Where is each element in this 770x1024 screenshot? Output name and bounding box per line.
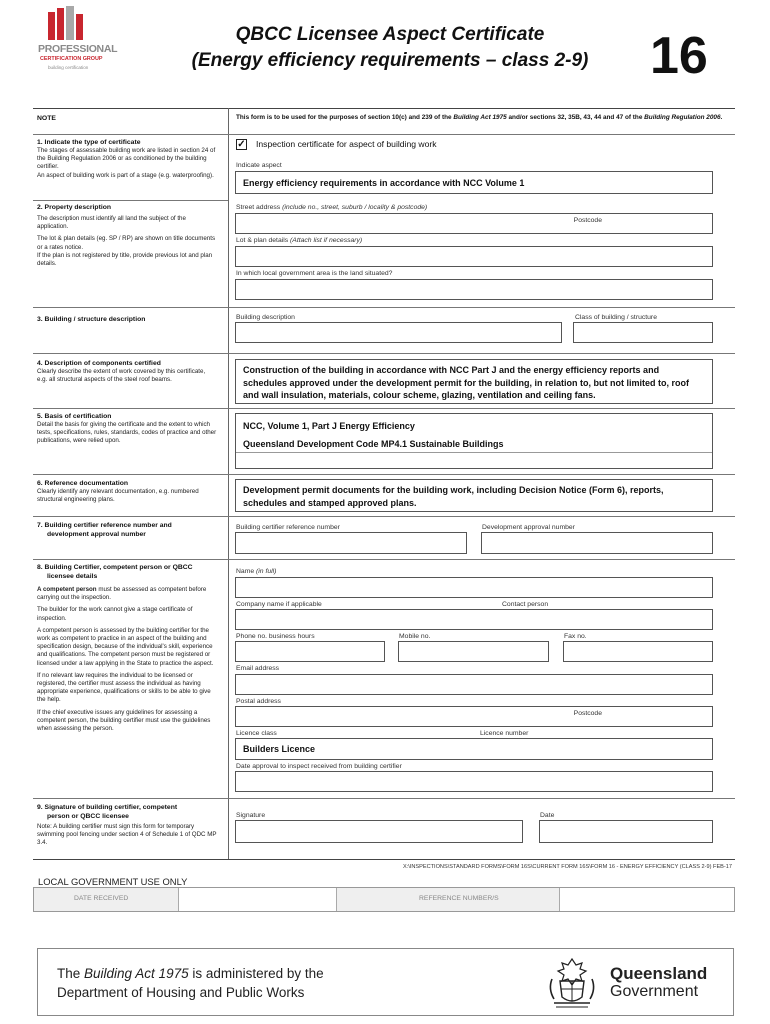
section-1-p1: The stages of assessable building work are listed in section 24 of the Building Regulation 2006 or as conditioned by the building certifier. <box>37 147 216 171</box>
footer-line1-post: is administered by the <box>188 966 324 981</box>
basis-value-2: Queensland Development Code MP4.1 Sustainable Buildings <box>243 439 504 449</box>
footer-line-1 <box>57 964 324 983</box>
certifier-ref-field[interactable] <box>235 532 467 554</box>
gov-line-1: Queensland <box>610 964 708 983</box>
section-8-p1 <box>37 586 217 602</box>
indicate-aspect-label: Indicate aspect <box>236 162 282 169</box>
inspection-checkbox-label: Inspection certificate for aspect of building work <box>256 139 437 149</box>
queensland-government-logo <box>610 965 707 1001</box>
licence-field[interactable] <box>235 738 713 760</box>
aspect-field[interactable] <box>235 171 713 194</box>
section-8-p5: If the chief executive issues any guidelines for assessing a competent person, the building certifier must use the guidelines when assessing the person. <box>37 708 211 733</box>
signature-label: Signature <box>236 812 266 819</box>
section-9-title-1: 9. Signature of building certifier, competent <box>37 804 178 811</box>
section-4-p1: Clearly describe the extent of work covered by this certificate, e.g. all structural aspects of the steel roof beams. <box>37 368 206 384</box>
name-label-text: Name <box>236 568 255 575</box>
section-7-title-2: development approval number <box>47 531 146 538</box>
footer-line1-pre: The <box>57 966 85 981</box>
logo-bar <box>66 6 74 40</box>
section-7-title-1: 7. Building certifier reference number and <box>37 522 172 529</box>
reference-numbers-field[interactable] <box>559 888 734 911</box>
section-4-title: 4. Description of components certified <box>37 360 161 367</box>
note-text-end: . <box>720 114 723 121</box>
footer-act: Building Act 1975 <box>84 966 189 981</box>
section-9-help <box>37 803 217 848</box>
date-label: Date <box>540 812 555 819</box>
column-divider <box>228 108 229 859</box>
name-field[interactable] <box>235 577 713 598</box>
row-divider <box>33 474 735 475</box>
section-2-help <box>37 203 217 268</box>
row-divider <box>33 408 735 409</box>
section-5-help <box>37 412 217 446</box>
company-contact-field[interactable] <box>235 609 713 630</box>
queensland-crest-icon <box>546 955 598 1011</box>
inspection-checkbox[interactable] <box>236 139 247 150</box>
section-8-p3: A competent person is assessed by the building certifier for the work as competent to practice in an aspect of the building and specification design, because of the individual's skill, experience and qualifications. The competent person must be registered or licensed under a law applying in the State to practice the aspect. <box>37 626 214 667</box>
email-field[interactable] <box>235 674 713 695</box>
row-divider <box>33 307 735 308</box>
phone-field[interactable] <box>235 641 385 662</box>
development-approval-label: Development approval number <box>482 524 575 531</box>
row-divider <box>33 353 735 354</box>
section-8-title-1: 8. Building Certifier, competent person or QBCC <box>37 564 193 571</box>
logo-name: PROFESSIONAL <box>38 43 118 55</box>
name-label <box>236 568 276 575</box>
page-title <box>150 22 630 74</box>
logo-bar <box>76 14 83 40</box>
local-gov-table <box>33 887 735 912</box>
building-class-field[interactable] <box>573 322 713 343</box>
mobile-field[interactable] <box>398 641 549 662</box>
row-divider <box>33 559 735 560</box>
building-description-field[interactable] <box>235 322 562 343</box>
section-9-p1: Note: A building certifier must sign this form for temporary swimming pool fencing under section 4 of Schedule 1 of QDC MP 3.4. <box>37 823 217 847</box>
section-8-title-2: licensee details <box>47 573 98 580</box>
section-6-title: 6. Reference documentation <box>37 480 129 487</box>
lga-label: In which local government area is the land situated? <box>236 270 393 277</box>
postcode-label: Postcode <box>573 217 602 224</box>
date-approval-field[interactable] <box>235 771 713 792</box>
logo-building-icon <box>48 12 55 40</box>
licence-number-label: Licence number <box>480 730 529 737</box>
logo-subname: CERTIFICATION GROUP <box>40 56 103 62</box>
section-2-title: 2. Property description <box>37 204 112 211</box>
licence-class-label: Licence class <box>236 730 277 737</box>
street-address-field[interactable] <box>235 213 713 234</box>
section-8-p4: If no relevant law requires the individual to be licensed or registered, the certifier must assess the individual as having appropriate experience, qualifications or skills to be able to give the help. <box>37 671 211 704</box>
note-text-mid: and/or sections 32, 35B, 43, 44 and 47 of the <box>506 114 645 121</box>
section-2-p2: The lot & plan details (eg. SP / RP) are shown on title documents or a rates notice. <box>37 235 216 251</box>
section-8-p2: The builder for the work cannot give a stage certificate of inspection. <box>37 606 193 622</box>
lot-hint: (Attach list if necessary) <box>290 237 363 244</box>
company-name-label: Company name if applicable <box>236 601 322 608</box>
row-divider <box>33 200 228 201</box>
file-path: X:\INSPECTIONS\STANDARD FORMS\FORM 16S\CURRENT FORM 16S\FORM 16 - ENERGY EFFICIENCY (CLASS 2-9) FEB-17 <box>402 864 732 870</box>
footer-line-2: Department of Housing and Public Works <box>57 985 305 1000</box>
name-hint: (in full) <box>256 568 277 575</box>
building-description-label: Building description <box>236 314 295 321</box>
basis-of-certification-field[interactable] <box>235 413 713 469</box>
section-5-p1: Detail the basis for giving the certificate and the extent to which tests, specifications, rules, standards, codes of practice and other publications, were relied upon. <box>37 421 217 445</box>
components-certified-value: Construction of the building in accordance with NCC Part J and the energy efficiency reports and schedules approved under the development permit for the building, in relation to, but not limited to, roof and wall insulation, materials, colour scheme, glazing, ventilation and ceiling fans. <box>243 365 690 400</box>
section-2-p3: If the plan is not registered by title, provide previous lot and plan details. <box>37 251 213 268</box>
local-gov-heading: LOCAL GOVERNMENT USE ONLY <box>38 876 188 887</box>
title-line-1: QBCC Licensee Aspect Certificate <box>235 24 545 45</box>
footer-administered-text <box>57 964 324 1002</box>
fax-label: Fax no. <box>564 633 587 640</box>
fax-field[interactable] <box>563 641 713 662</box>
section-1-help <box>37 138 217 180</box>
street-label-text: Street address <box>236 204 281 211</box>
components-certified-field[interactable] <box>235 359 713 404</box>
footer-box <box>37 948 734 1016</box>
note-text <box>236 113 726 122</box>
postal-postcode-label: Postcode <box>573 710 602 717</box>
reference-numbers-label: REFERENCE NUMBER/S <box>419 895 499 902</box>
building-class-label: Class of building / structure <box>575 314 657 321</box>
section-2-p1: The description must identify all land the subject of the application. <box>37 215 186 231</box>
lot-label-text: Lot & plan details <box>236 237 289 244</box>
mobile-label: Mobile no. <box>399 633 431 640</box>
basis-field-rule <box>236 452 712 453</box>
section-5-title: 5. Basis of certification <box>37 413 112 420</box>
section-6-p1: Clearly identify any relevant documentation, e.g. numbered structural engineering plans. <box>37 488 199 504</box>
section-8-help <box>37 563 217 733</box>
row-divider <box>33 134 735 135</box>
section-9-title-2: person or QBCC licensee <box>47 813 129 820</box>
development-approval-field[interactable] <box>481 532 713 554</box>
email-label: Email address <box>236 665 280 672</box>
phone-label: Phone no. business hours <box>236 633 315 640</box>
competent-person-bold: A competent person <box>37 586 97 593</box>
lot-plan-label <box>236 237 362 244</box>
certifier-ref-label: Building certifier reference number <box>236 524 340 531</box>
section-6-help <box>37 479 217 504</box>
date-received-field[interactable] <box>179 888 337 911</box>
section-3-title: 3. Building / structure description <box>37 316 146 323</box>
postal-address-field[interactable] <box>235 706 713 727</box>
logo-tagline: building certification <box>48 65 89 70</box>
note-reg: Building Regulation 2006 <box>644 114 721 121</box>
row-divider <box>33 798 735 799</box>
gov-line-2: Government <box>610 983 699 1000</box>
lot-plan-field[interactable] <box>235 246 713 267</box>
section-7-help <box>37 521 222 539</box>
street-address-label <box>236 204 427 211</box>
licence-class-value: Builders Licence <box>243 744 316 754</box>
form-number: 16 <box>650 27 708 85</box>
reference-documentation-value: Development permit documents for the building work, including Decision Notice (Form 6), reports, schedules and stamped approved plans. <box>243 485 664 508</box>
note-label: NOTE <box>37 115 56 122</box>
check-icon: ✓ <box>237 139 246 150</box>
logo-bar <box>57 8 64 40</box>
date-approval-label: Date approval to inspect received from building certifier <box>236 763 402 770</box>
row-divider <box>33 859 735 860</box>
header-divider <box>33 108 735 109</box>
contact-person-label: Contact person <box>502 601 549 608</box>
row-divider <box>33 516 735 517</box>
basis-value-1: NCC, Volume 1, Part J Energy Efficiency <box>243 421 415 431</box>
date-received-label: DATE RECEIVED <box>74 895 129 902</box>
reference-documentation-field[interactable] <box>235 479 713 512</box>
street-hint: (include no., street, suburb / locality & postcode) <box>282 204 428 211</box>
aspect-value: Energy efficiency requirements in accordance with NCC Volume 1 <box>243 178 525 188</box>
postal-address-label: Postal address <box>236 698 281 705</box>
signature-field[interactable] <box>235 820 523 843</box>
note-act: Building Act 1975 <box>453 114 507 121</box>
date-field[interactable] <box>539 820 713 843</box>
company-logo <box>36 6 118 86</box>
section-1-p2: An aspect of building work is part of a stage (e.g. waterproofing). <box>37 171 214 179</box>
section-8-p1-text: must be assessed as competent before carrying out the inspection. <box>37 586 207 602</box>
lga-field[interactable] <box>235 279 713 300</box>
title-line-2: (Energy efficiency requirements – class 2-9) <box>191 50 589 71</box>
section-1-title: 1. Indicate the type of certificate <box>37 139 141 146</box>
note-text-pre: This form is to be used for the purposes of section 10(c) and 239 of the <box>236 114 454 121</box>
section-4-help <box>37 359 217 384</box>
